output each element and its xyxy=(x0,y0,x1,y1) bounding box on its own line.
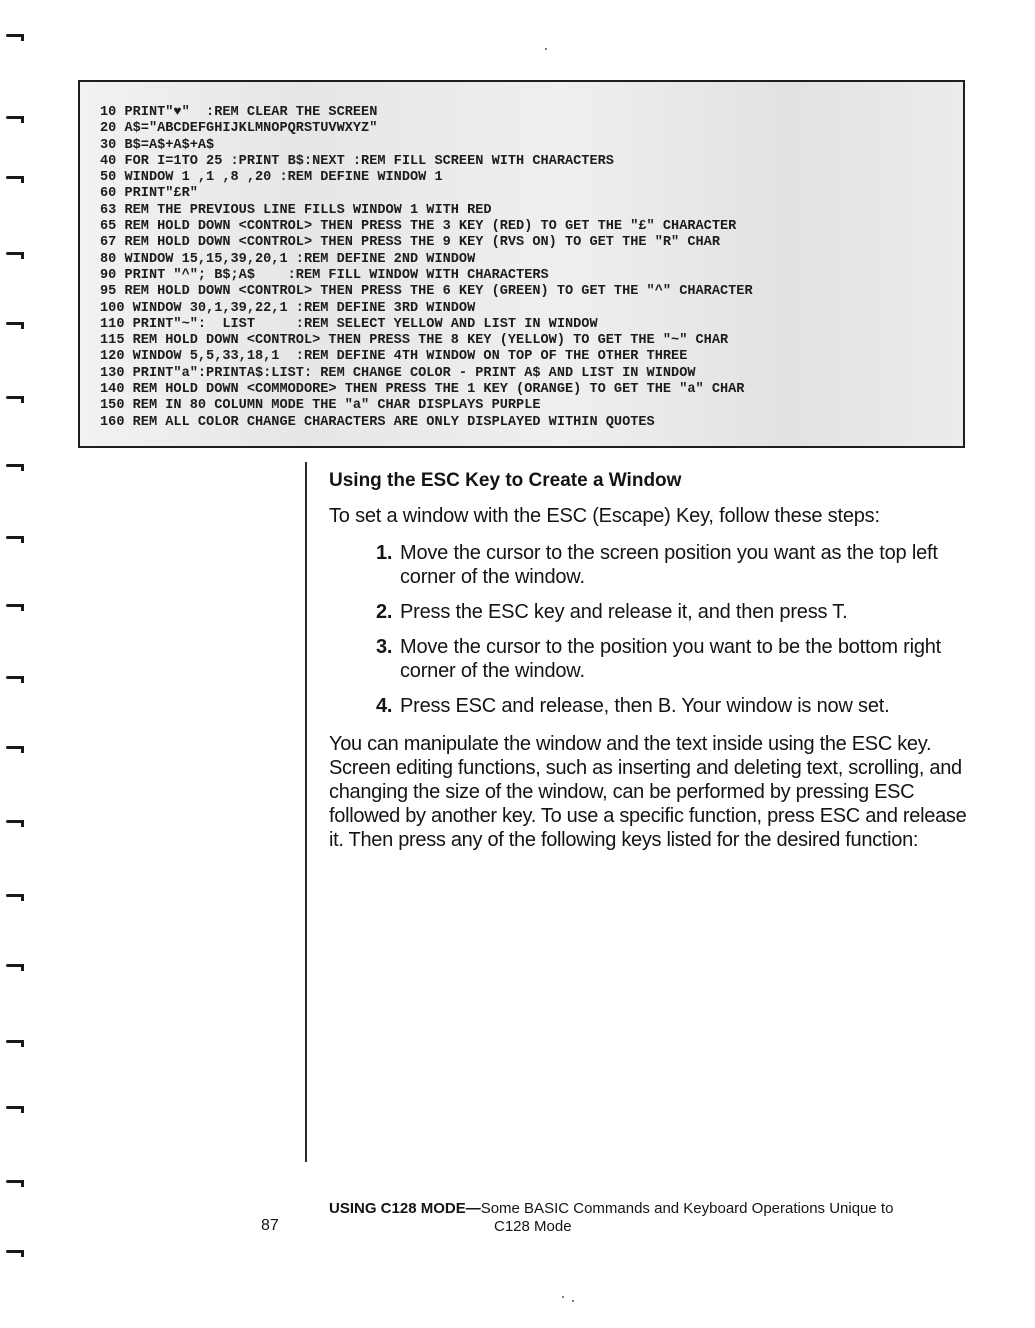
code-line: 100 WINDOW 30,1,39,22,1 :REM DEFINE 3RD WINDOW xyxy=(100,300,476,316)
code-line: 115 REM HOLD DOWN <CONTROL> THEN PRESS THE 8 KEY (YELLOW) TO GET THE "~" CHAR xyxy=(100,333,729,349)
code-line: 30 B$=A$+A$+A$ xyxy=(100,137,215,153)
code-line: 67 REM HOLD DOWN <CONTROL> THEN PRESS THE 9 KEY (RVS ON) TO GET THE "R" CHAR xyxy=(100,235,720,251)
step-text: Move the cursor to the screen position you want as the top left corner of the window. xyxy=(400,542,938,588)
binding-mark xyxy=(6,396,22,399)
page-number: 87 xyxy=(261,1217,279,1234)
binding-mark xyxy=(6,1106,22,1109)
scan-speck xyxy=(545,48,547,50)
code-line: 65 REM HOLD DOWN <CONTROL> THEN PRESS THE 3 KEY (RED) TO GET THE "£" CHARACTER xyxy=(100,219,737,235)
step-item xyxy=(376,694,966,718)
code-line: 160 REM ALL COLOR CHANGE CHARACTERS ARE ONLY DISPLAYED WITHIN QUOTES xyxy=(100,414,655,430)
binding-mark xyxy=(6,116,22,119)
binding-mark xyxy=(6,34,22,37)
scan-speck xyxy=(572,1300,574,1302)
footer-title-line2: C128 Mode xyxy=(494,1218,572,1235)
step-text: Move the cursor to the position you want to be the bottom right corner of the window. xyxy=(400,636,942,682)
code-line: 130 PRINT"a":PRINTA$:LIST: REM CHANGE COLOR - PRINT A$ AND LIST IN WINDOW xyxy=(100,365,696,381)
binding-mark xyxy=(6,820,22,823)
footer-chapter: USING C128 MODE— xyxy=(329,1200,481,1217)
step-item xyxy=(376,541,966,589)
code-line: 150 REM IN 80 COLUMN MODE THE "a" CHAR DISPLAYS PURPLE xyxy=(100,398,541,414)
step-item xyxy=(376,635,966,683)
binding-mark xyxy=(6,894,22,897)
binding-mark xyxy=(6,252,22,255)
steps-list xyxy=(376,541,966,729)
binding-mark xyxy=(6,1250,22,1253)
code-line: 95 REM HOLD DOWN <CONTROL> THEN PRESS THE 6 KEY (GREEN) TO GET THE "^" CHARACTER xyxy=(100,284,753,300)
step-number: 3. xyxy=(376,636,393,658)
binding-mark xyxy=(6,604,22,607)
binding-mark xyxy=(6,464,22,467)
code-listing-box xyxy=(78,80,965,448)
code-line: 80 WINDOW 15,15,39,20,1 :REM DEFINE 2ND WINDOW xyxy=(100,251,476,267)
code-line: 40 FOR I=1TO 25 :PRINT B$:NEXT :REM FILL SCREEN WITH CHARACTERS xyxy=(100,153,614,169)
binding-mark xyxy=(6,536,22,539)
section-title: Using the ESC Key to Create a Window xyxy=(329,470,682,491)
step-number: 2. xyxy=(376,601,393,623)
code-line: 90 PRINT "^"; B$;A$ :REM FILL WINDOW WITH CHARACTERS xyxy=(100,267,549,283)
step-text: Press the ESC key and release it, and then press T. xyxy=(400,601,848,623)
code-listing xyxy=(100,105,753,431)
code-line: 20 A$="ABCDEFGHIJKLMNOPQRSTUVWXYZ" xyxy=(100,121,378,137)
binding-mark xyxy=(6,1040,22,1043)
code-line: 63 REM THE PREVIOUS LINE FILLS WINDOW 1 WITH RED xyxy=(100,202,492,218)
code-line: 120 WINDOW 5,5,33,18,1 :REM DEFINE 4TH WINDOW ON TOP OF THE OTHER THREE xyxy=(100,349,688,365)
step-number: 1. xyxy=(376,542,393,564)
step-text: Press ESC and release, then B. Your window is now set. xyxy=(400,695,890,717)
code-line: 10 PRINT"♥" :REM CLEAR THE SCREEN xyxy=(100,105,378,120)
body-paragraph: You can manipulate the window and the text inside using the ESC key. Screen editing functions, such as inserting and deleting text, scrolling, and changing the size of the window, can be performed by pressing ESC followed by another key. To use a specific function, press ESC and release it. Then press any of the following keys listed for the desired function: xyxy=(329,733,967,851)
column-divider xyxy=(305,462,307,1162)
binding-mark xyxy=(6,1180,22,1183)
binding-mark xyxy=(6,964,22,967)
intro-text: To set a window with the ESC (Escape) Key, follow these steps: xyxy=(329,505,880,527)
binding-mark xyxy=(6,746,22,749)
running-footer xyxy=(329,1200,969,1236)
code-line: 110 PRINT"~": LIST :REM SELECT YELLOW AND LIST IN WINDOW xyxy=(100,316,598,332)
binding-mark xyxy=(6,676,22,679)
scan-speck xyxy=(562,1296,564,1298)
code-line: 50 WINDOW 1 ,1 ,8 ,20 :REM DEFINE WINDOW 1 xyxy=(100,170,443,186)
binding-marks xyxy=(0,0,30,1328)
code-line: 60 PRINT"£R" xyxy=(100,186,198,202)
binding-mark xyxy=(6,322,22,325)
code-line: 140 REM HOLD DOWN <COMMODORE> THEN PRESS THE 1 KEY (ORANGE) TO GET THE "a" CHAR xyxy=(100,382,745,398)
binding-mark xyxy=(6,176,22,179)
footer-title: Some BASIC Commands and Keyboard Operations Unique to xyxy=(480,1200,894,1217)
step-item xyxy=(376,600,966,624)
step-number: 4. xyxy=(376,695,393,717)
